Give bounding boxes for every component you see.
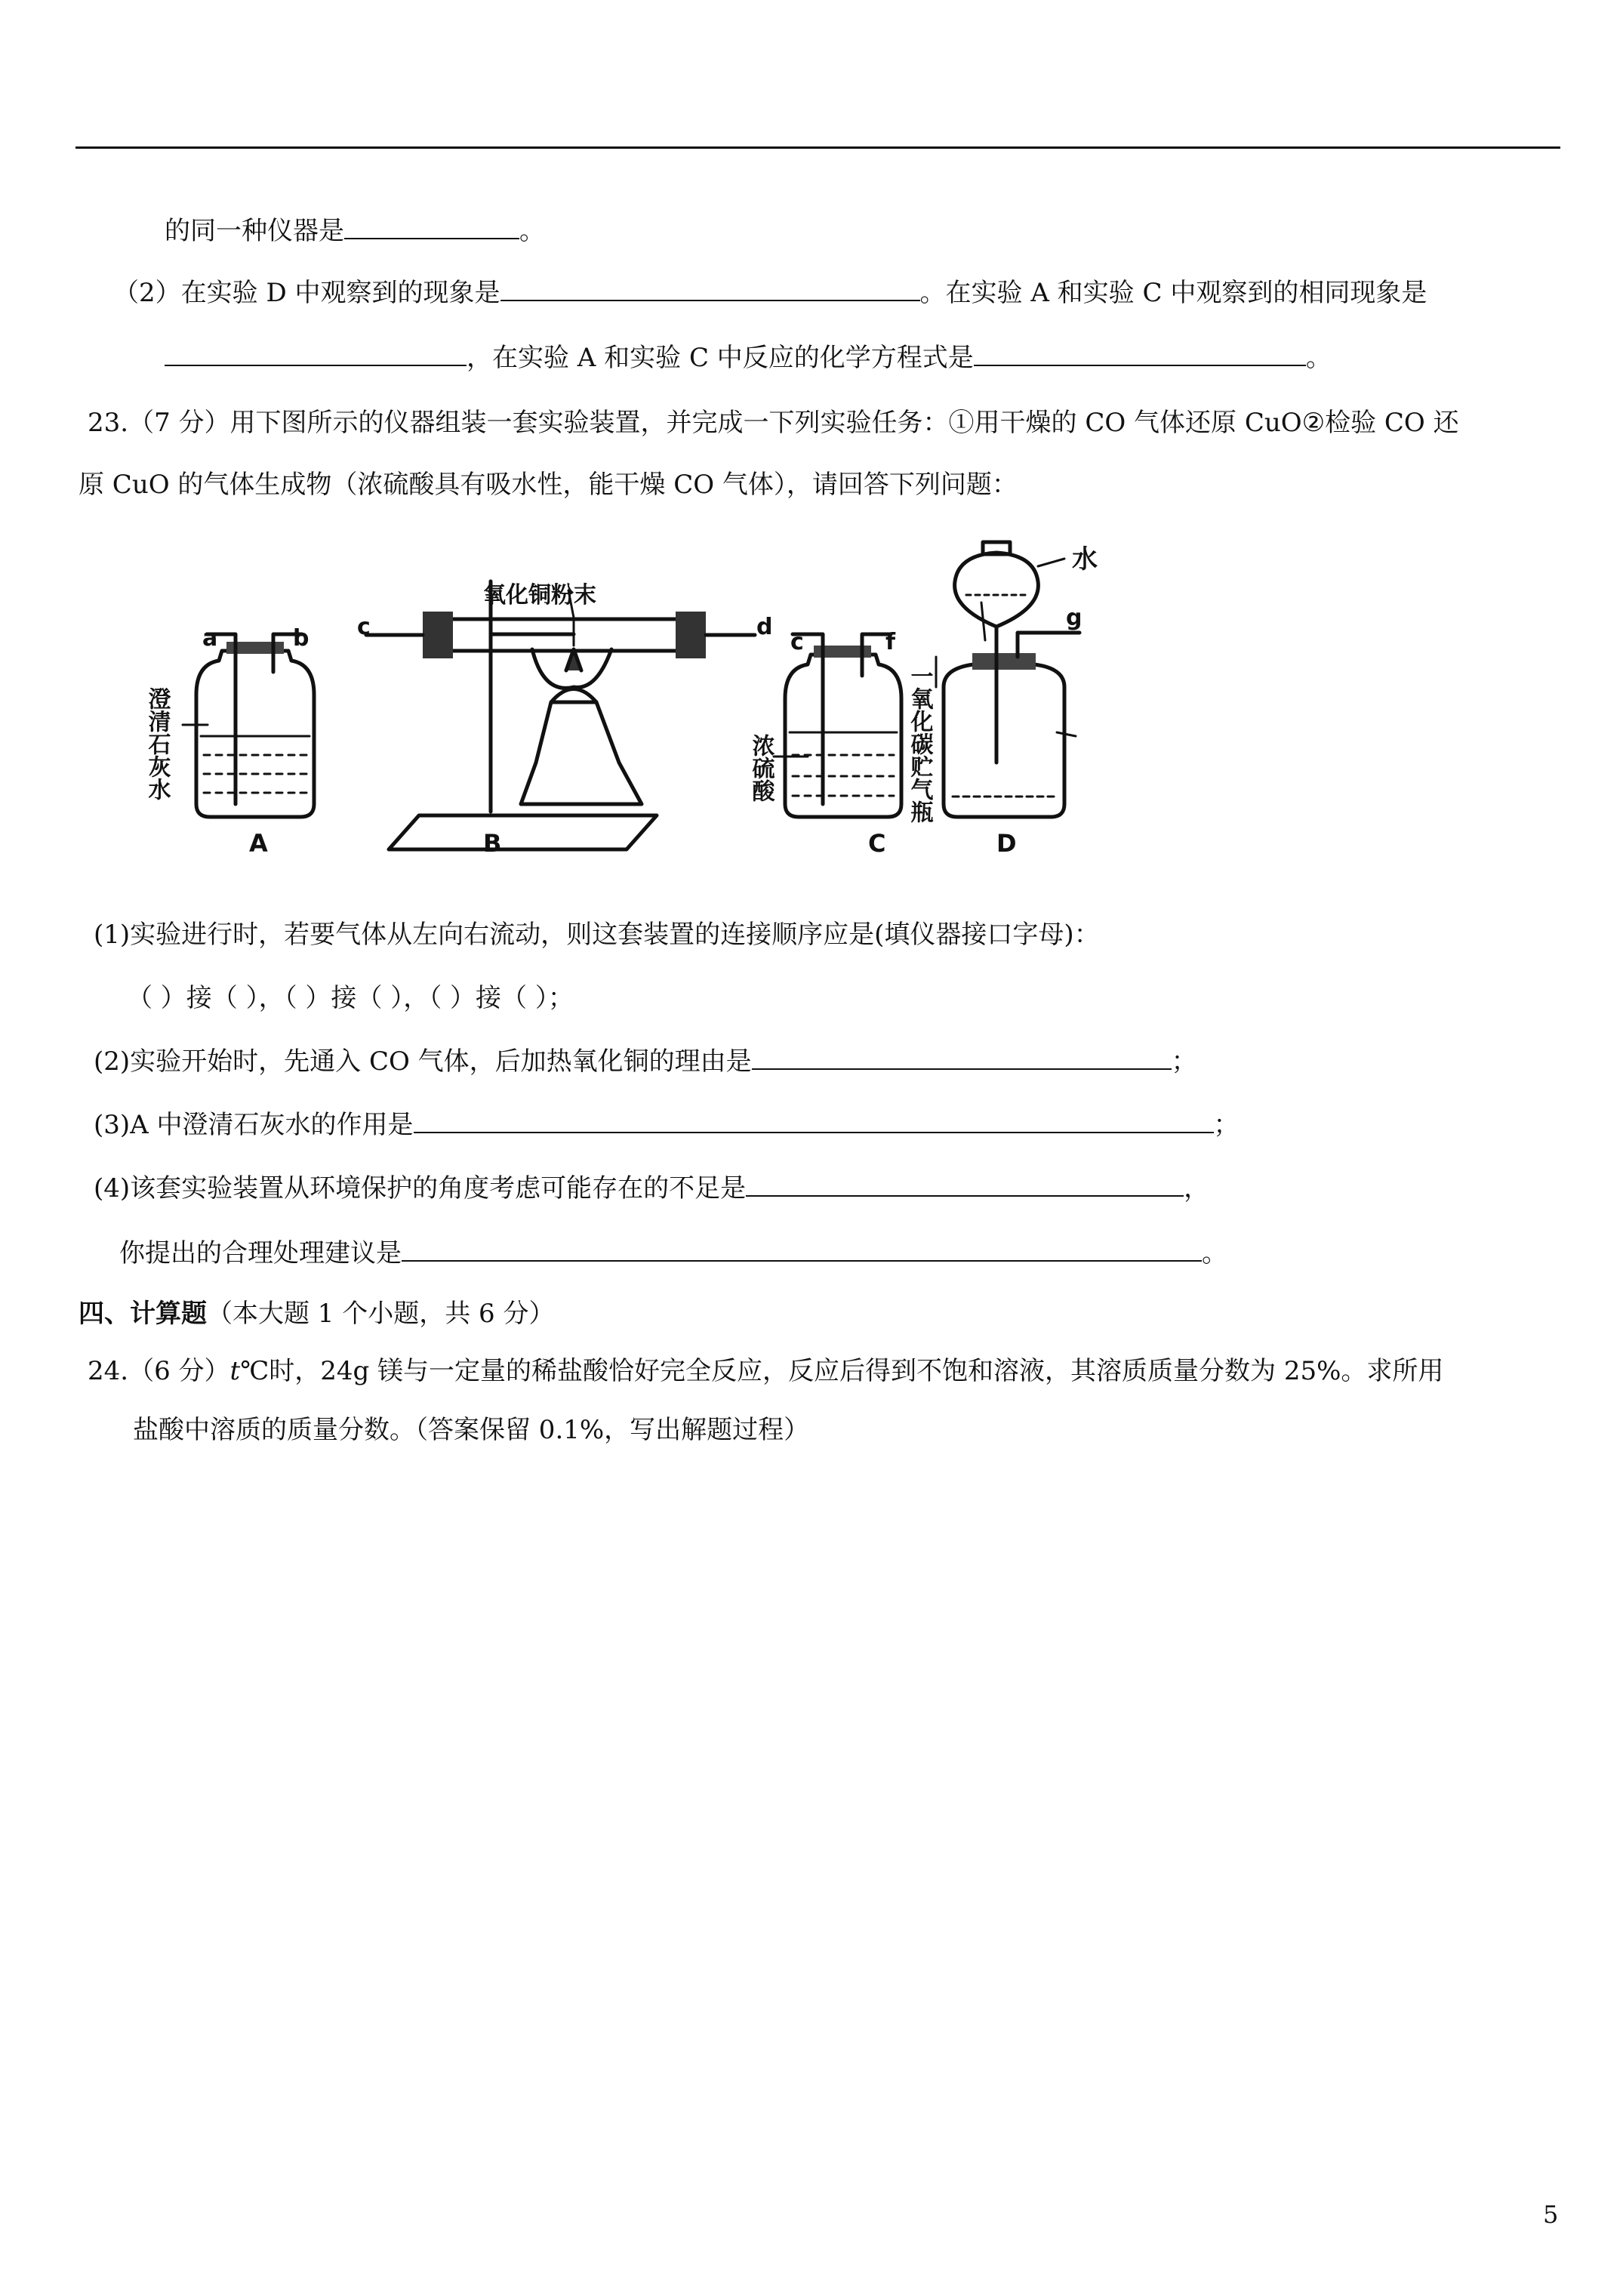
answer-blank[interactable] xyxy=(165,342,467,366)
q24-number: 24.（6 分） xyxy=(88,1356,230,1386)
q24-text: ℃时，24g 镁与一定量的稀盐酸恰好完全反应，反应后得到不饱和溶液，其溶质质量分数为 25%。求所用 xyxy=(240,1356,1444,1386)
answer-blank[interactable] xyxy=(746,1173,1184,1197)
water-label: 水 xyxy=(1072,544,1098,575)
q23-sub2-end: ； xyxy=(1171,1046,1197,1077)
q23-sub1: (1)实验进行时，若要气体从左向右流动，则这套装置的连接顺序应是(填仪器接口字母)： xyxy=(94,920,1100,950)
q23-sub5-text: 你提出的合理处理建议是 xyxy=(119,1238,402,1268)
answer-blank[interactable] xyxy=(500,277,920,301)
q22-part2-end: 。 xyxy=(1305,343,1332,373)
port-c2-label: c xyxy=(790,629,804,655)
q23-sub4 xyxy=(94,1172,1209,1205)
answer-blank[interactable] xyxy=(752,1046,1172,1070)
sulfuric-acid-label: 浓硫酸 xyxy=(747,734,775,802)
q23-sub3 xyxy=(94,1108,1240,1142)
section4-note: （本大题 1 个小题，共 6 分） xyxy=(207,1299,555,1329)
port-c-label: c xyxy=(357,614,371,640)
apparatus-C xyxy=(785,634,901,817)
q24-temperature-var: t xyxy=(229,1356,241,1386)
port-a-label: a xyxy=(202,625,218,652)
q23-sub3-text: (3)A 中澄清石灰水的作用是 xyxy=(94,1110,414,1140)
answer-blank[interactable] xyxy=(402,1237,1202,1262)
apparatus-B xyxy=(366,581,755,849)
q24-line1 xyxy=(88,1354,1443,1388)
q23-sub1-order: （ ）接（ ），（ ）接（ ），（ ）接（ ）； xyxy=(127,983,574,1013)
section4-heading xyxy=(79,1297,555,1330)
q22-part2-text-b: 。在实验 A 和实验 C 中观察到的相同现象是 xyxy=(919,278,1427,308)
q22-cont-end: 。 xyxy=(519,216,545,246)
co-storage-label: 一氧化碳贮气瓶 xyxy=(906,664,933,823)
q23-sub4-text: (4)该套实验装置从环境保护的角度考虑可能存在的不足是 xyxy=(94,1173,747,1203)
copper-oxide-label: 氧化铜粉末 xyxy=(483,582,596,609)
q23-stem-line2: 原 CuO 的气体生成物（浓硫酸具有吸水性，能干燥 CO 气体），请回答下列问题： xyxy=(79,470,1018,500)
q23-sub2 xyxy=(94,1045,1197,1078)
q23-sub5-end: 。 xyxy=(1202,1238,1227,1268)
apparatus-figure xyxy=(128,536,1238,868)
q23-sub3-end: ； xyxy=(1213,1110,1240,1140)
caption-B: B xyxy=(483,829,502,858)
q22-cont-text: 的同一种仪器是 xyxy=(165,216,344,246)
q22-part2-number: （2） xyxy=(113,278,181,308)
apparatus-D xyxy=(936,542,1079,817)
q23-sub2-text: (2)实验开始时，先通入 CO 气体，后加热氧化铜的理由是 xyxy=(94,1046,752,1077)
port-d-label: d xyxy=(756,614,773,640)
q22-part2-text-c: ，在实验 A 和实验 C 中反应的化学方程式是 xyxy=(467,343,974,373)
q23-sub5 xyxy=(119,1237,1227,1270)
q22-part2-text-a: 在实验 D 中观察到的现象是 xyxy=(180,278,500,308)
q24-line2: 盐酸中溶质的质量分数。（答案保留 0.1%，写出解题过程） xyxy=(133,1415,810,1445)
apparatus-A xyxy=(196,634,314,817)
limewater-label: 澄清石灰水 xyxy=(143,687,171,800)
port-b-label: b xyxy=(293,625,310,652)
answer-blank[interactable] xyxy=(974,342,1306,366)
q22-part2-line1 xyxy=(113,276,1427,310)
q23-stem-line1: 23.（7 分）用下图所示的仪器组装一套实验装置，并完成一下列实验任务：①用干燥的 CO 气体还原 CuO②检验 CO 还 xyxy=(88,408,1459,438)
port-g-label: g xyxy=(1066,605,1083,631)
q23-sub4-end: ， xyxy=(1184,1173,1210,1203)
q22-part2-line2 xyxy=(165,341,1332,374)
page-number: 5 xyxy=(1543,2200,1559,2229)
caption-D: D xyxy=(996,829,1017,858)
port-f-label: f xyxy=(885,629,896,655)
answer-blank[interactable] xyxy=(414,1109,1214,1133)
section4-title: 四、计算题 xyxy=(79,1299,207,1329)
caption-C: C xyxy=(868,829,886,858)
caption-A: A xyxy=(249,829,268,858)
header-rule xyxy=(75,146,1560,149)
q22-continuation-line xyxy=(165,214,545,248)
answer-blank[interactable] xyxy=(344,215,519,239)
